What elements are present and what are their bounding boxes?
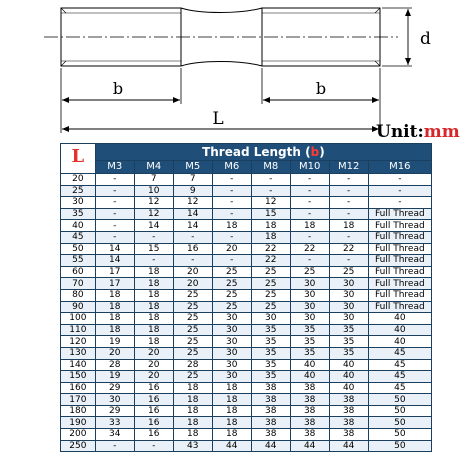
thread-length-cell: 19 [95,371,134,383]
thread-length-cell: - [212,208,251,220]
thread-length-cell: - [173,231,212,243]
thread-length-cell: 18 [95,313,134,325]
thread-length-cell: 50 [368,394,431,406]
thread-length-cell: 38 [251,405,290,417]
thread-length-cell: 25 [173,324,212,336]
thread-length-cell: 25 [173,371,212,383]
thread-length-cell: 50 [368,429,431,441]
table-row [61,231,432,243]
thread-length-cell: 38 [329,417,368,429]
thread-length-cell: 44 [251,440,290,452]
thread-length-cell: - [251,185,290,197]
thread-length-cell: - [251,174,290,186]
thread-length-cell: - [290,197,329,209]
thread-length-cell: 29 [95,382,134,394]
thread-length-cell: 30 [212,313,251,325]
thread-length-cell: - [290,174,329,186]
thread-length-cell: 22 [251,255,290,267]
thread-length-cell: 30 [212,371,251,383]
thread-length-cell: Full Thread [368,243,431,255]
thread-length-cell: - [329,208,368,220]
thread-length-cell: 40 [329,371,368,383]
thread-length-cell: - [134,440,173,452]
thread-length-cell: 30 [251,313,290,325]
thread-length-cell: 35 [251,324,290,336]
thread-length-cell: 18 [134,324,173,336]
length-cell: 90 [61,301,96,313]
thread-length-cell: 38 [251,394,290,406]
thread-length-cell: - [134,255,173,267]
thread-length-cell: - [212,255,251,267]
thread-length-cell: 45 [368,382,431,394]
label-b-left: b [112,79,124,98]
unit-prefix: Unit: [376,122,424,142]
thread-length-cell: Full Thread [368,208,431,220]
thread-length-cell: 12 [173,197,212,209]
thread-length-cell: 20 [134,371,173,383]
thread-length-cell: 18 [95,324,134,336]
thread-length-cell: 18 [134,313,173,325]
thread-length-cell: 14 [134,220,173,232]
thread-length-cell: 14 [173,208,212,220]
thread-length-cell: 20 [95,347,134,359]
thread-length-cell: 50 [368,440,431,452]
thread-length-cell: Full Thread [368,266,431,278]
table-row [61,359,432,371]
thread-length-cell: 19 [95,336,134,348]
thread-length-cell: 18 [173,394,212,406]
thread-length-cell: 22 [251,243,290,255]
table-row [61,255,432,267]
thread-length-cell: 18 [251,231,290,243]
thread-length-cell: Full Thread [368,301,431,313]
thread-length-cell: 25 [251,266,290,278]
length-cell: 25 [61,185,96,197]
thread-length-cell: - [329,231,368,243]
table-row [61,266,432,278]
thread-length-cell: 18 [212,382,251,394]
thread-length-cell: 35 [329,324,368,336]
size-header-m6: M6 [212,161,251,174]
thread-length-cell: 45 [368,359,431,371]
length-cell: 70 [61,278,96,290]
length-cell: 40 [61,220,96,232]
thread-length-cell: 18 [134,278,173,290]
size-header-row [61,161,432,174]
thread-length-cell: 16 [173,243,212,255]
thread-length-cell: 44 [212,440,251,452]
table-row [61,371,432,383]
thread-length-cell: 25 [173,289,212,301]
table-row [61,429,432,441]
length-cell: 200 [61,429,96,441]
thread-length-cell: 17 [95,278,134,290]
thread-length-cell: - [134,231,173,243]
thread-length-cell: - [95,197,134,209]
thread-length-cell: 50 [368,405,431,417]
table-row [61,405,432,417]
thread-length-cell: 30 [290,278,329,290]
thread-length-cell: 17 [95,266,134,278]
thread-length-cell: - [290,231,329,243]
table-row [61,185,432,197]
table-row [61,220,432,232]
thread-length-cell: 22 [290,243,329,255]
thread-length-cell: 30 [290,301,329,313]
table-row [61,208,432,220]
thread-length-cell: 14 [95,243,134,255]
thread-length-cell: 7 [173,174,212,186]
size-header-m16: M16 [368,161,431,174]
thread-length-cell: 38 [290,417,329,429]
length-cell: 160 [61,382,96,394]
thread-length-cell: - [95,220,134,232]
thread-length-cell: 38 [290,394,329,406]
thread-length-cell: - [329,197,368,209]
thread-length-cell: 16 [134,405,173,417]
thread-length-cell: 35 [290,347,329,359]
thread-length-cell: 18 [134,336,173,348]
length-cell: 250 [61,440,96,452]
thread-length-cell: - [173,255,212,267]
thread-length-cell: 45 [368,347,431,359]
thread-length-cell: 40 [368,324,431,336]
thread-length-cell: 16 [134,394,173,406]
length-cell: 100 [61,313,96,325]
thread-length-cell: 25 [251,289,290,301]
thread-length-cell: - [368,185,431,197]
thread-length-cell: 25 [212,301,251,313]
thread-length-cell: 18 [212,429,251,441]
size-header-m5: M5 [173,161,212,174]
thread-length-cell: 9 [173,185,212,197]
thread-length-cell: 40 [290,359,329,371]
thread-length-cell: 25 [173,336,212,348]
thread-length-cell: - [290,255,329,267]
length-cell: 110 [61,324,96,336]
thread-length-cell: Full Thread [368,231,431,243]
thread-length-cell: 30 [290,289,329,301]
thread-length-cell: 35 [251,371,290,383]
thread-length-cell: - [95,185,134,197]
thread-length-cell: - [329,255,368,267]
thread-length-cell: 18 [329,220,368,232]
table-row [61,324,432,336]
thread-length-cell: 12 [251,197,290,209]
thread-length-cell: 30 [329,278,368,290]
thread-length-cell: Full Thread [368,220,431,232]
thread-length-cell: 38 [329,405,368,417]
thread-length-cell: 35 [329,336,368,348]
table-row [61,174,432,186]
thread-length-cell: 12 [134,197,173,209]
size-header-m12: M12 [329,161,368,174]
thread-length-cell: 16 [134,417,173,429]
thread-length-cell: 30 [290,313,329,325]
length-cell: 130 [61,347,96,359]
thread-length-cell: 25 [173,313,212,325]
thread-length-cell: 40 [368,336,431,348]
thread-length-cell: - [95,231,134,243]
thread-length-cell: 18 [173,417,212,429]
thread-length-cell: 25 [212,278,251,290]
table-header-row [61,144,432,161]
thread-length-cell: - [212,185,251,197]
thread-length-cell: 15 [134,243,173,255]
thread-length-cell: 18 [212,220,251,232]
thread-length-cell: 30 [212,336,251,348]
size-header-m3: M3 [95,161,134,174]
thread-length-cell: 18 [95,289,134,301]
thread-length-cell: 20 [134,359,173,371]
length-cell: 150 [61,371,96,383]
thread-length-cell: 50 [368,417,431,429]
thread-length-cell: 35 [251,336,290,348]
size-header-m8: M8 [251,161,290,174]
thread-length-cell: 38 [290,382,329,394]
thread-length-cell: 18 [95,301,134,313]
table-row [61,440,432,452]
thread-length-cell: 25 [251,278,290,290]
length-cell: 180 [61,405,96,417]
length-cell: 60 [61,266,96,278]
size-header-m10: M10 [290,161,329,174]
thread-length-cell: 16 [134,429,173,441]
unit-label [376,122,460,142]
thread-length-cell: 34 [95,429,134,441]
thread-length-cell: Full Thread [368,255,431,267]
table-row [61,301,432,313]
thread-length-cell: 38 [329,394,368,406]
thread-length-cell: - [95,208,134,220]
thread-length-cell: - [95,174,134,186]
thread-length-cell: 30 [329,313,368,325]
length-cell: 35 [61,208,96,220]
thread-length-cell: 35 [329,347,368,359]
thread-length-cell: - [212,231,251,243]
thread-length-cell: 30 [212,324,251,336]
thread-length-cell: Full Thread [368,278,431,290]
thread-length-cell: 30 [95,394,134,406]
thread-length-cell: 20 [173,266,212,278]
thread-length-cell: - [329,174,368,186]
thread-length-cell: - [290,208,329,220]
thread-length-cell: - [212,174,251,186]
thread-length-cell: 18 [173,405,212,417]
table-row [61,417,432,429]
thread-length-cell: 30 [329,301,368,313]
thread-length-cell: 18 [212,417,251,429]
table-row [61,313,432,325]
table-row [61,197,432,209]
thread-length-cell: 33 [95,417,134,429]
length-cell: 50 [61,243,96,255]
thread-length-cell: 16 [134,382,173,394]
thread-length-cell: - [329,185,368,197]
neck-bottom-line [181,62,262,67]
thread-length-cell: 35 [290,336,329,348]
thread-length-cell: 28 [173,359,212,371]
thread-length-cell: 45 [368,371,431,383]
table-row [61,289,432,301]
thread-length-cell: 12 [134,208,173,220]
length-cell: 55 [61,255,96,267]
thread-length-cell: 40 [368,313,431,325]
neck-top-line [181,8,262,13]
thread-length-cell: 18 [173,382,212,394]
thread-length-cell: 18 [134,266,173,278]
table-row [61,336,432,348]
thread-length-cell: 22 [329,243,368,255]
thread-length-cell: 25 [212,266,251,278]
thread-length-cell: 44 [290,440,329,452]
table-row [61,278,432,290]
length-cell: 80 [61,289,96,301]
thread-length-cell: 38 [329,429,368,441]
length-column-header: L [61,144,96,174]
thread-length-cell: 10 [134,185,173,197]
thread-length-cell: 43 [173,440,212,452]
thread-length-cell: 25 [173,347,212,359]
thread-length-cell: 25 [212,289,251,301]
length-cell: 140 [61,359,96,371]
thread-length-cell: 30 [329,289,368,301]
thread-length-cell: 18 [290,220,329,232]
thread-length-table [60,143,432,452]
thread-length-cell: 20 [212,243,251,255]
stud-bolt-drawing [0,0,474,140]
thread-length-cell: 15 [251,208,290,220]
table-row [61,382,432,394]
label-b-right: b [315,79,327,98]
thread-length-cell: 44 [329,440,368,452]
length-cell: 190 [61,417,96,429]
thread-length-cell: 25 [251,301,290,313]
thread-length-cell: - [368,174,431,186]
thread-length-cell: - [212,197,251,209]
thread-length-cell: 29 [95,405,134,417]
thread-length-cell: 35 [290,324,329,336]
thread-length-cell: 38 [251,382,290,394]
table-row [61,394,432,406]
thread-length-cell: 25 [173,301,212,313]
thread-length-cell: 18 [173,429,212,441]
thread-length-cell: 20 [173,278,212,290]
unit-suffix: mm [423,122,460,142]
thread-length-cell: 35 [251,347,290,359]
thread-length-cell: 25 [290,266,329,278]
thread-length-cell: 30 [212,359,251,371]
thread-length-cell: 38 [251,417,290,429]
thread-length-cell: 35 [251,359,290,371]
thread-length-cell: 28 [95,359,134,371]
length-cell: 120 [61,336,96,348]
table-row [61,243,432,255]
thread-length-cell: 18 [251,220,290,232]
table-row [61,347,432,359]
length-cell: 30 [61,197,96,209]
thread-length-cell: 18 [134,289,173,301]
thread-length-cell: 18 [212,394,251,406]
thread-length-cell: 30 [212,347,251,359]
thread-length-cell: - [95,440,134,452]
thread-length-cell: 38 [290,429,329,441]
thread-length-cell: 7 [134,174,173,186]
label-L: L [212,109,224,129]
thread-length-cell: 14 [173,220,212,232]
thread-length-cell: 18 [134,301,173,313]
thread-length-cell: 38 [290,405,329,417]
thread-length-cell: - [368,197,431,209]
thread-length-cell: 20 [134,347,173,359]
thread-length-cell: 25 [329,266,368,278]
size-header-m4: M4 [134,161,173,174]
length-cell: 20 [61,174,96,186]
thread-length-cell: 40 [329,359,368,371]
thread-length-cell: - [290,185,329,197]
thread-length-cell: 38 [251,429,290,441]
thread-length-cell: 40 [290,371,329,383]
label-d: d [420,29,431,49]
thread-length-cell: 40 [329,382,368,394]
length-cell: 45 [61,231,96,243]
thread-length-cell: 18 [212,405,251,417]
thread-length-cell: Full Thread [368,289,431,301]
thread-length-cell: 14 [95,255,134,267]
length-cell: 170 [61,394,96,406]
thread-length-title: Thread Length (b) [95,144,431,161]
